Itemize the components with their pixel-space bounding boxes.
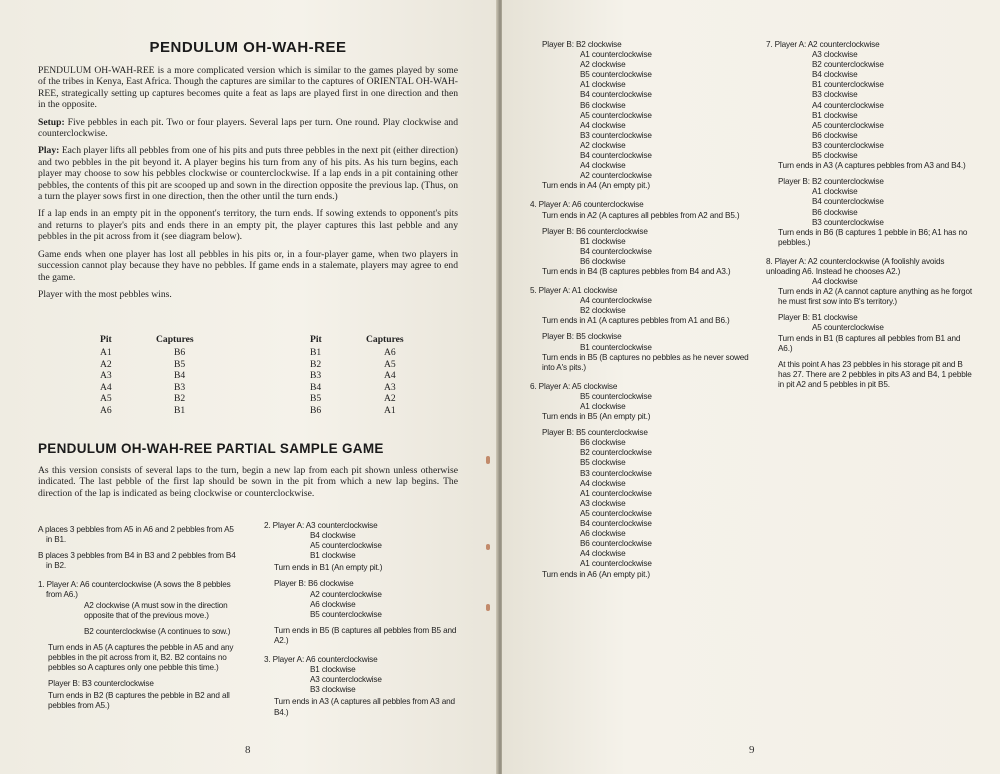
pit-header: Pit: [310, 334, 322, 345]
binding-stain: [486, 544, 490, 550]
play-paragraph: Play: Each player lifts all pebbles from one of his pits and puts three pebbles in the next pit (either direction) and two pebbles in the pit beyond it. A player begins his turn from any of his pits. As his turn begins, each player may choose to sow his pebbles clockwise or counterclockwise. If a lap ends in a pit containing other pebbles, the contents of this pit are scooped up and sown in the direction opposite the previous lap. (Thus, on a turn the player sows first in one direction, then the other until the turn ends.): [38, 145, 458, 203]
list-item: Turn ends in B5 (B captures all pebbles from B5 and A2.): [274, 625, 457, 645]
list-item: B3 counterclockwise: [580, 468, 652, 478]
list-item: A6 clockwise: [310, 599, 356, 609]
list-item: At this point A has 23 pebbles in his storage pit and B has 27. There are 2 pebbles in pits A3 and B4, 1 pebble in pit A2 and 5 pebbles in pit B5.: [778, 359, 972, 389]
list-item: B3 clockwise: [812, 90, 858, 100]
list-item: A1 clockwise: [580, 80, 626, 90]
list-item: Turn ends in B6 (B captures 1 pebble in B6; A1 has no pebbles.): [778, 227, 968, 247]
list-item: A1 clockwise: [812, 187, 858, 197]
list-item: B5 counterclockwise: [580, 70, 652, 80]
list-item: B2 counterclockwise (A continues to sow.): [84, 626, 231, 636]
list-item: Turn ends in B5 (B captures no pebbles as he never sowed into A's pits.): [542, 352, 749, 372]
list-item: Turn ends in B2 (B captures the pebble in B2 and all pebbles from A5.): [48, 691, 230, 711]
list-item: A1 clockwise: [580, 402, 626, 411]
setup-paragraph: Setup: Five pebbles in each pit. Two or four players. Several laps per turn. One round. Play clockwise and counterclockwise.: [38, 116, 458, 140]
sample-game-column-3: [530, 40, 752, 580]
table-row: B1 A6: [310, 347, 396, 358]
list-item: A4 counterclockwise: [812, 100, 884, 110]
list-item: 3. Player A: A6 counterclockwise: [264, 655, 378, 665]
binding-stain: [486, 604, 490, 611]
list-item: Player B: B1 clockwise: [778, 313, 858, 323]
list-item: A2 clockwise: [580, 140, 626, 150]
list-item: B4 counterclockwise: [812, 197, 884, 207]
table-row: B4 A3: [310, 381, 396, 393]
list-item: Player B: B2 counterclockwise: [778, 177, 884, 187]
intro-paragraph: PENDULUM OH-WAH-REE is a more complicated version which is similar to the games played by some of the tribes in Kenya, East Africa. Though the captures are similar to the captures of ORIENTAL OH-WAH-REE, strategically setting up captures becomes quite a feat as laps are played first in one direction and then in the opposite.: [38, 65, 458, 111]
list-item: Player B: B3 counterclockwise: [48, 679, 154, 689]
list-item: B1 clockwise: [580, 236, 626, 246]
section-subtitle: PENDULUM OH-WAH-REE PARTIAL SAMPLE GAME: [38, 441, 384, 456]
list-item: B3 clockwise: [310, 685, 356, 695]
table-row: A6 B1: [100, 404, 186, 416]
list-item: Turn ends in B4 (B captures pebbles from B4 and A3.): [542, 266, 731, 276]
list-item: B2 counterclockwise: [580, 448, 652, 458]
list-item: A2 clockwise (A must sow in the direction opposite that of the previous move.): [84, 600, 228, 620]
list-item: B1 counterclockwise: [580, 342, 652, 352]
list-item: B1 clockwise: [310, 665, 356, 675]
page-number: 9: [749, 744, 755, 756]
winner-paragraph: Player with the most pebbles wins.: [38, 288, 172, 300]
list-item: A4 clockwise: [580, 478, 626, 488]
list-item: Player B: B6 clockwise: [274, 579, 354, 589]
list-item: A6 clockwise: [580, 529, 626, 539]
list-item: B4 clockwise: [812, 70, 858, 80]
sample-game-column-1: [38, 525, 238, 711]
list-item: A2 counterclockwise: [580, 171, 652, 181]
list-item: B6 clockwise: [812, 207, 858, 217]
list-item: Player B: B5 clockwise: [542, 332, 622, 342]
list-item: B4 counterclockwise: [580, 519, 652, 529]
list-item: B6 clockwise: [580, 256, 626, 266]
list-item: A4 counterclockwise: [580, 296, 652, 306]
list-item: A5 counterclockwise: [812, 120, 884, 130]
list-item: B1 clockwise: [812, 110, 858, 120]
list-item: A1 counterclockwise: [580, 50, 652, 60]
list-item: B2 counterclockwise: [812, 60, 884, 70]
table-row: A4 B3: [100, 381, 186, 393]
list-item: Player B: B2 clockwise: [542, 40, 622, 49]
captures-table-b: [310, 334, 404, 417]
list-item: A5 counterclockwise: [580, 110, 652, 120]
list-item: Turn ends in A3 (A captures pebbles from A3 and B4.): [778, 161, 966, 171]
list-item: B6 clockwise: [580, 100, 626, 110]
list-item: Turn ends in A2 (A captures all pebbles from A2 and B5.): [542, 210, 740, 220]
list-item: 4. Player A: A6 counterclockwise: [530, 200, 644, 210]
list-item: 6. Player A: A5 clockwise: [530, 381, 618, 391]
list-item: B5 clockwise: [580, 458, 626, 468]
list-item: B6 counterclockwise: [580, 539, 652, 549]
list-item: 5. Player A: A1 clockwise: [530, 286, 618, 296]
list-item: B2 clockwise: [580, 306, 626, 316]
list-item: 8. Player A: A2 counterclockwise (A foolishly avoids unloading A6. Instead he chooses A2.): [766, 256, 945, 276]
binding-stain: [486, 456, 490, 464]
list-item: B4 counterclockwise: [580, 246, 652, 256]
list-item: Turn ends in B5 (An empty pit.): [542, 412, 651, 422]
page-number: 8: [245, 744, 251, 756]
game-end-paragraph: Game ends when one player has lost all pebbles in his pits or, in a four-player game, when two players in succession cannot play because they have no pebbles. If game ends in a stalemate, players may agree to end the game.: [38, 248, 458, 283]
list-item: Turn ends in B1 (An empty pit.): [274, 563, 383, 573]
list-item: B1 counterclockwise: [812, 80, 884, 90]
table-row: B2 A5: [310, 358, 396, 370]
sample-game-column-4: [766, 40, 976, 390]
table-row: A3 B4: [100, 370, 186, 382]
table-row: A5 B2: [100, 393, 186, 405]
list-item: A3 clockwise: [580, 498, 626, 508]
list-item: Turn ends in A5 (A captures the pebble in A5 and any pebbles in the pit across from it, B2. B2 contains no pebbles so A captures only one pebble this time.): [48, 642, 234, 673]
list-item: A places 3 pebbles from A5 in A6 and 2 pebbles from A5 in B1.: [38, 525, 234, 545]
list-item: 1. Player A: A6 counterclockwise (A sows the 8 pebbles from A6.): [38, 580, 231, 600]
list-item: A2 clockwise: [580, 60, 626, 70]
list-item: A5 counterclockwise: [310, 541, 382, 551]
list-item: B4 counterclockwise: [580, 90, 652, 100]
table-row: B3 A4: [310, 370, 396, 382]
list-item: B4 clockwise: [310, 531, 356, 541]
empty-pit-paragraph: If a lap ends in an empty pit in the opponent's territory, the turn ends. If sowing extends to opponent's pits and returns to player's pits and ends there in an empty pit, the player captures this last pebble and any pebbles in the pit across from it (see diagram below).: [38, 208, 458, 243]
list-item: B3 counterclockwise: [812, 217, 884, 227]
table-row: B5 A2: [310, 393, 396, 405]
list-item: B5 counterclockwise: [310, 609, 382, 619]
list-item: 7. Player A: A2 counterclockwise: [766, 40, 880, 49]
list-item: B5 counterclockwise: [580, 391, 652, 401]
list-item: B places 3 pebbles from B4 in B3 and 2 pebbles from B4 in B2.: [38, 551, 236, 571]
left-page: [0, 0, 498, 774]
list-item: B3 counterclockwise: [812, 140, 884, 150]
list-item: A5 counterclockwise: [812, 323, 884, 333]
list-item: A4 clockwise: [580, 161, 626, 171]
list-item: Turn ends in A2 (A cannot capture anything as he forgot he must first sow into B's territory.): [778, 287, 972, 307]
list-item: A1 counterclockwise: [580, 559, 652, 569]
captures-table-a: [100, 334, 194, 417]
rules-text: [38, 65, 458, 306]
sample-intro-paragraph: As this version consists of several laps to the turn, begin a new lap from each pit shown unless otherwise indicated. The last pebble of the first lap should be sown in the pit from which a new lap begins. The direction of the lap is indicated as being clockwise or counterclockwise.: [38, 465, 458, 499]
list-item: Turn ends in A3 (A captures all pebbles from A3 and B4.): [274, 697, 455, 717]
sample-game-column-2: [264, 521, 464, 718]
page-title: PENDULUM OH-WAH-REE: [149, 39, 347, 56]
list-item: Turn ends in A6 (An empty pit.): [542, 569, 650, 579]
captures-header: Captures: [156, 334, 194, 345]
list-item: B5 clockwise: [812, 151, 858, 161]
list-item: Player B: B5 counterclockwise: [542, 428, 648, 438]
list-item: 2. Player A: A3 counterclockwise: [264, 521, 378, 530]
right-page: [502, 0, 1000, 774]
list-item: A4 clockwise: [812, 277, 858, 287]
table-row: B6 A1: [310, 404, 396, 416]
list-item: B3 counterclockwise: [580, 130, 652, 140]
captures-header: Captures: [366, 334, 404, 345]
table-row: A1 B6: [100, 347, 186, 358]
list-item: Turn ends in A1 (A captures pebbles from A1 and B6.): [542, 316, 730, 326]
list-item: B4 counterclockwise: [580, 151, 652, 161]
list-item: A2 counterclockwise: [310, 589, 382, 599]
list-item: A5 counterclockwise: [580, 508, 652, 518]
list-item: Player B: B6 counterclockwise: [542, 226, 648, 236]
list-item: Turn ends in B1 (B captures all pebbles from B1 and A6.): [778, 333, 961, 353]
list-item: B6 clockwise: [812, 130, 858, 140]
list-item: B6 clockwise: [580, 438, 626, 448]
pit-header: Pit: [100, 334, 112, 345]
list-item: A4 clockwise: [580, 549, 626, 559]
list-item: A1 counterclockwise: [580, 488, 652, 498]
list-item: A3 clockwise: [812, 50, 858, 60]
list-item: Turn ends in A4 (An empty pit.): [542, 181, 650, 191]
table-row: A2 B5: [100, 358, 186, 370]
list-item: B1 clockwise: [310, 551, 356, 561]
list-item: A4 clockwise: [580, 120, 626, 130]
list-item: A3 counterclockwise: [310, 675, 382, 685]
